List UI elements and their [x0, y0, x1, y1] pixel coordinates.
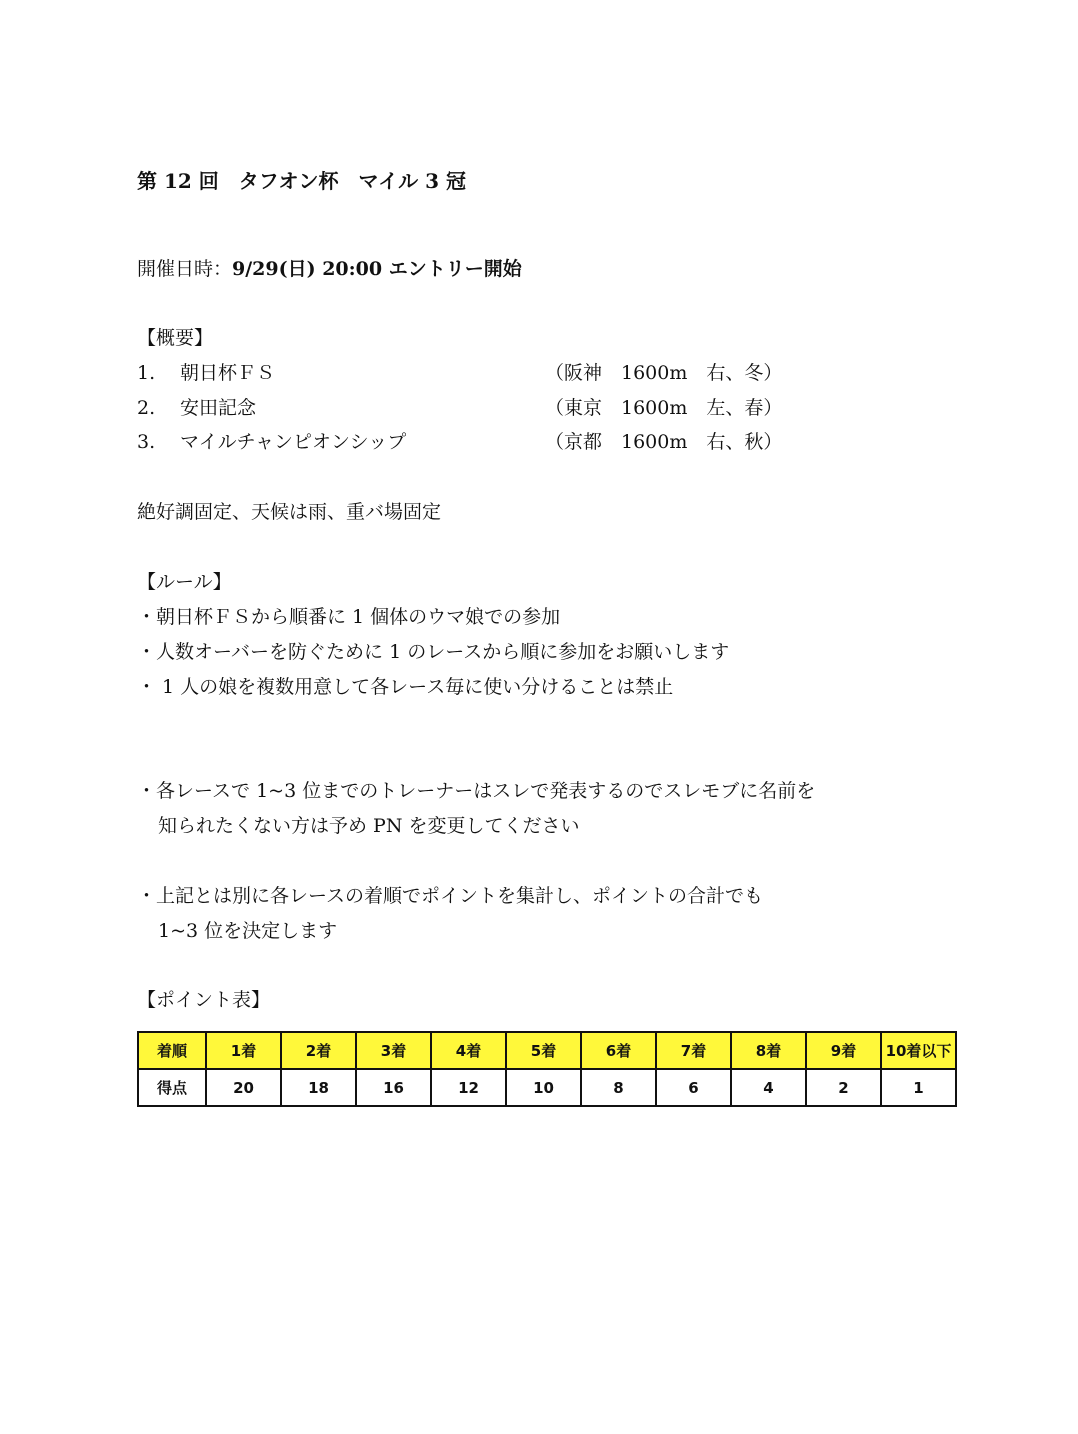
table-header-cell: 1着: [206, 1032, 281, 1069]
event-datetime: [137, 256, 522, 282]
rule-item: ・人数オーバーを防ぐために 1 のレースから順に参加をお願いします: [137, 641, 730, 663]
race-number: 1.: [137, 362, 156, 384]
race-info: （阪神 1600m 右、冬）: [545, 362, 783, 384]
note-line: ・上記とは別に各レースの着順でポイントを集計し、ポイントの合計でも: [137, 885, 764, 907]
race-conditions: 絶好調固定、天候は雨、重バ場固定: [137, 501, 442, 523]
table-header-row: [138, 1032, 956, 1069]
datetime-label: 開催日時：: [137, 258, 233, 280]
table-header-label: 着順: [138, 1032, 206, 1069]
race-name: 安田記念: [180, 397, 257, 419]
rule-item: ・ 1 人の娘を複数用意して各レース毎に使い分けることは禁止: [137, 676, 674, 698]
table-header-cell: 4着: [431, 1032, 506, 1069]
points-table: [137, 1031, 957, 1107]
race-number: 2.: [137, 397, 156, 419]
note-line: 知られたくない方は予め PN を変更してください: [158, 815, 580, 837]
table-header-cell: 7着: [656, 1032, 731, 1069]
table-cell: 16: [356, 1069, 431, 1106]
rules-heading: 【ルール】: [137, 571, 232, 593]
table-cell: 6: [656, 1069, 731, 1106]
table-header-cell: 2着: [281, 1032, 356, 1069]
table-cell: 2: [806, 1069, 881, 1106]
note-line: ・各レースで 1~3 位までのトレーナーはスレで発表するのでスレモブに名前を: [137, 780, 816, 802]
table-cell: 1: [881, 1069, 956, 1106]
race-name: 朝日杯ＦＳ: [180, 362, 276, 384]
table-cell: 12: [431, 1069, 506, 1106]
table-header-cell: 5着: [506, 1032, 581, 1069]
note-line: 1~3 位を決定します: [158, 920, 338, 942]
table-cell: 8: [581, 1069, 656, 1106]
table-header-cell: 10着以下: [881, 1032, 956, 1069]
table-row-label: 得点: [138, 1069, 206, 1106]
table-cell: 10: [506, 1069, 581, 1106]
table-header-cell: 8着: [731, 1032, 806, 1069]
race-info: （京都 1600m 右、秋）: [545, 431, 783, 453]
table-cell: 18: [281, 1069, 356, 1106]
page-title: 第 12 回 タフオン杯 マイル 3 冠: [137, 169, 466, 193]
datetime-value: 9/29(日) 20:00 エントリー開始: [232, 258, 522, 280]
points-heading: 【ポイント表】: [137, 989, 271, 1011]
rule-item: ・朝日杯ＦＳから順番に 1 個体のウマ娘での参加: [137, 606, 561, 628]
table-cell: 4: [731, 1069, 806, 1106]
table-header-cell: 3着: [356, 1032, 431, 1069]
race-number: 3.: [137, 431, 156, 453]
table-cell: 20: [206, 1069, 281, 1106]
race-info: （東京 1600m 左、春）: [545, 397, 783, 419]
table-row: [138, 1069, 956, 1106]
table-header-cell: 9着: [806, 1032, 881, 1069]
table-header-cell: 6着: [581, 1032, 656, 1069]
race-name: マイルチャンピオンシップ: [180, 431, 407, 453]
overview-heading: 【概要】: [137, 327, 214, 349]
